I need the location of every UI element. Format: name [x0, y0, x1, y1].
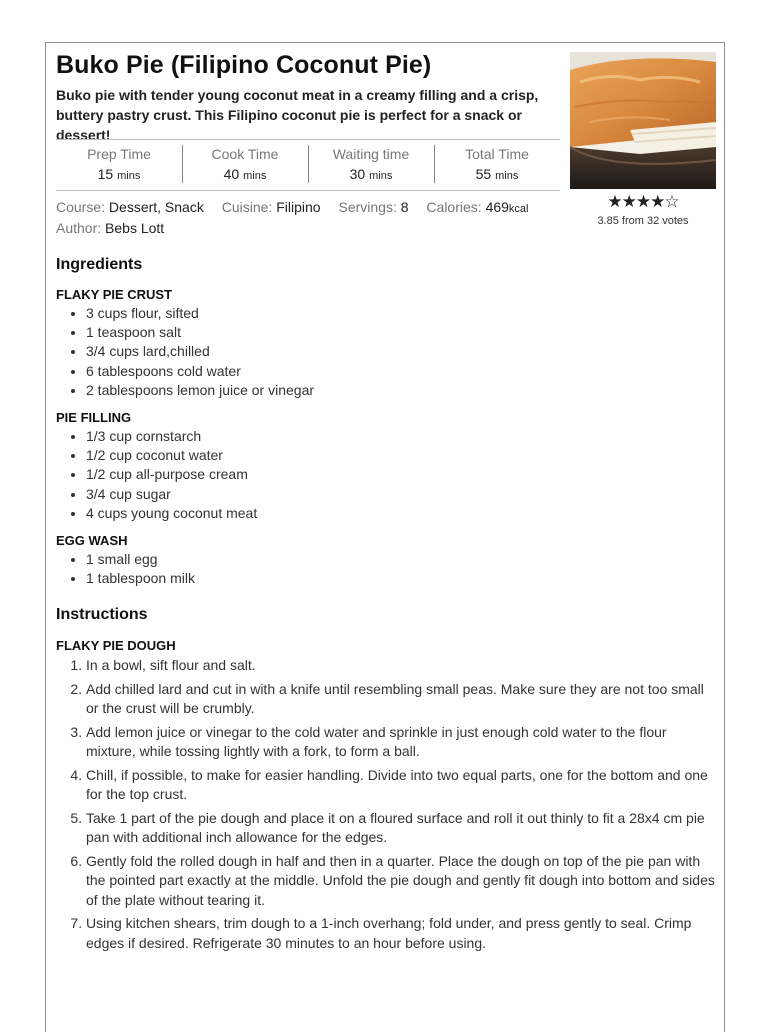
cook-time: [182, 140, 308, 190]
ingredient-list: [56, 427, 716, 523]
instruction-step: 5. Take 1 part of the pie dough and place it on a floured surface and roll it out thinly to fit a 28x4 cm pie pan with additional inch allowance for the edges.: [86, 809, 716, 848]
instructions-heading: Instructions: [56, 606, 148, 623]
ingredients-heading: Ingredients: [56, 256, 143, 273]
total-time-unit: mins: [495, 170, 519, 182]
ingredient-item: • 6 tablespoons cold water: [86, 362, 716, 381]
prep-time-unit: mins: [117, 170, 141, 182]
ingredient-group-crust: [56, 286, 716, 400]
ingredient-group-name: FLAKY PIE CRUST: [56, 287, 173, 302]
instruction-list: [56, 656, 716, 953]
cuisine: [222, 199, 321, 215]
calories-label: Calories:: [426, 199, 482, 215]
ingredient-group-egg-wash: [56, 532, 716, 588]
instruction-step: 3. Add lemon juice or vinegar to the cold water and sprinkle in just enough cold water to the flour mixture, while tossing lightly with a fork, to form a ball.: [86, 723, 716, 762]
instruction-step: 7. Using kitchen shears, trim dough to a 1-inch overhang; fold under, and press gently to seal. Crimp edges if desired. Refrigerate 30 minutes to an hour before using.: [86, 914, 716, 953]
cook-time-value: 40: [223, 166, 240, 182]
total-time-value: 55: [475, 166, 492, 182]
recipe-meta: [56, 199, 542, 215]
calories-value: 469: [485, 199, 509, 215]
rating-votes: 3.85 from 32 votes: [597, 215, 689, 227]
servings-label: Servings:: [338, 199, 397, 215]
author-label: Author:: [56, 220, 102, 236]
ingredient-item: • 1/2 cup all-purpose cream: [86, 465, 716, 484]
pie-image: [570, 52, 716, 189]
ingredient-item: • 3 cups flour, sifted: [86, 304, 716, 323]
prep-time-label: Prep Time: [87, 146, 151, 162]
cook-time-label: Cook Time: [211, 146, 279, 162]
course: [56, 199, 204, 215]
ingredient-item: • 1/3 cup cornstarch: [86, 427, 716, 446]
recipe-photo: [570, 52, 716, 189]
recipe-times: [56, 139, 560, 191]
course-label: Course:: [56, 199, 106, 215]
instruction-group-name: FLAKY PIE DOUGH: [56, 638, 176, 653]
waiting-time-value: 30: [349, 166, 366, 182]
instruction-step: 1. In a bowl, sift flour and salt.: [86, 656, 716, 676]
ingredient-item: • 4 cups young coconut meat: [86, 504, 716, 523]
calories: [426, 199, 528, 215]
rating-stars-icon[interactable]: ★★★★☆: [607, 192, 679, 211]
waiting-time: [308, 140, 434, 190]
recipe-summary: Buko pie with tender young coconut meat in a creamy filling and a crisp, buttery pastry crust. This Filipino coconut pie is perfect for a snack or dessert!: [56, 87, 539, 143]
ingredient-item: • 1/2 cup coconut water: [86, 446, 716, 465]
ingredient-item: • 3/4 cups lard,chilled: [86, 342, 716, 361]
total-time: [434, 140, 560, 190]
recipe-title: Buko Pie (Filipino Coconut Pie): [56, 51, 432, 79]
cook-time-unit: mins: [243, 170, 267, 182]
instruction-step: 6. Gently fold the rolled dough in half and then in a quarter. Place the dough on top of the pie pan with the pointed part exactly at the middle. Unfold the pie dough and gently fit dough into bottom and sides of the plate without tearing it.: [86, 852, 716, 911]
ingredient-item: • 2 tablespoons lemon juice or vinegar: [86, 381, 716, 400]
ingredient-group-name: EGG WASH: [56, 533, 128, 548]
ingredient-group-name: PIE FILLING: [56, 410, 132, 425]
servings: [338, 199, 408, 215]
cuisine-value: Filipino: [276, 199, 321, 215]
ingredient-item: • 1 teaspoon salt: [86, 323, 716, 342]
instruction-step: 2. Add chilled lard and cut in with a knife until resembling small peas. Make sure they are not too small or the crust will be crumbly.: [86, 680, 716, 719]
ingredient-group-filling: [56, 409, 716, 523]
waiting-time-label: Waiting time: [332, 146, 410, 162]
ingredient-list: [56, 550, 716, 588]
cuisine-label: Cuisine:: [221, 199, 273, 215]
author-name: Bebs Lott: [105, 220, 165, 236]
instruction-group: [56, 637, 716, 957]
prep-time: [56, 140, 182, 190]
total-time-label: Total Time: [465, 146, 529, 162]
calories-unit: kcal: [508, 203, 529, 215]
ingredient-item: • 1 small egg: [86, 550, 716, 569]
waiting-time-unit: mins: [369, 170, 393, 182]
prep-time-value: 15: [97, 166, 114, 182]
instruction-step: 4. Chill, if possible, to make for easier handling. Divide into two equal parts, one for the bottom and one for the top crust.: [86, 766, 716, 805]
recipe-card: [45, 42, 725, 1032]
ingredient-item: • 1 tablespoon milk: [86, 569, 716, 588]
author: [56, 220, 164, 236]
servings-value: 8: [400, 199, 409, 215]
ingredient-item: • 3/4 cup sugar: [86, 485, 716, 504]
course-value: Dessert, Snack: [108, 199, 204, 215]
ingredient-list: [56, 304, 716, 400]
